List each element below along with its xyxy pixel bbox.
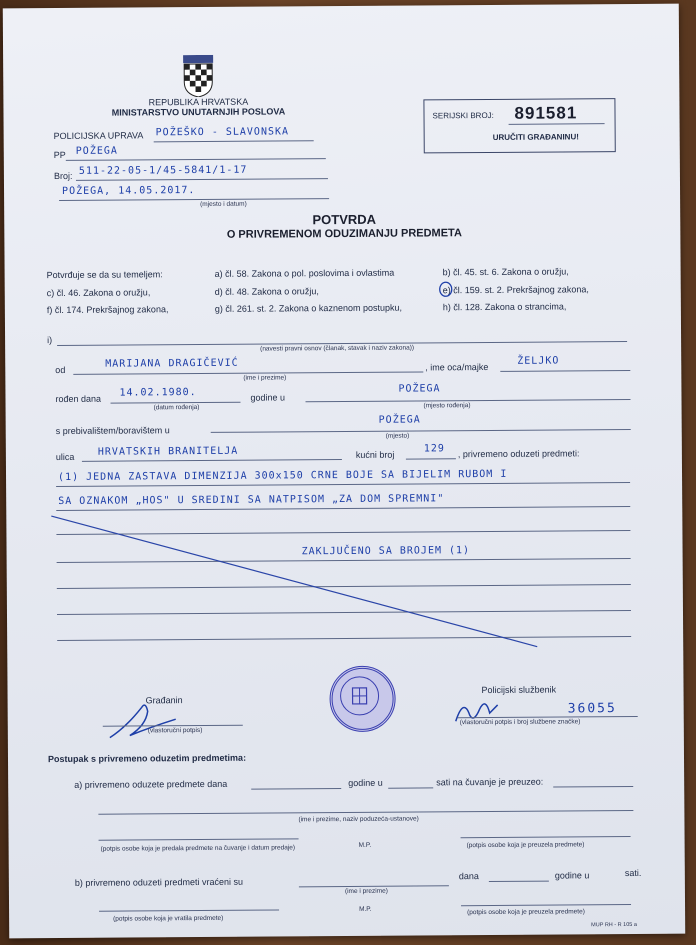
item-closing-note: ZAKLJUČENO SA BROJEM (1): [301, 545, 471, 558]
citizen-signature: [106, 697, 186, 744]
stamp-crest-icon: [332, 669, 386, 723]
serial-number-box: [423, 98, 615, 153]
basis-c: c) čl. 46. Zakona o oružju,: [46, 287, 151, 299]
officer-badge-number: 36055: [567, 701, 617, 717]
basis-a: a) čl. 58. Zakona o pol. poslovima i ovlastima: [214, 267, 395, 279]
procedure-b-dana: dana: [458, 871, 479, 882]
house-number-value: 129: [423, 443, 445, 455]
strike-through-line: [46, 505, 547, 658]
procedure-b-label: b) privremeno oduzeti predmeti vraćeni su: [74, 876, 243, 888]
basis-e: e) čl. 159. st. 2. Prekršajnog zakona,: [442, 284, 589, 296]
police-admin-label: POLICIJSKA UPRAVA: [53, 130, 144, 142]
basis-d: d) čl. 48. Zakona o oružju,: [214, 286, 319, 297]
place-date-value: POŽEGA, 14.05.2017.: [62, 185, 196, 197]
basis-i-caption: (navesti pravni osnov (članak, stavak i naziv zakona)): [260, 344, 415, 353]
procedure-a-caption: (ime i prezime, naziv poduzeća-ustanove): [298, 815, 419, 824]
item-line-1: (1) JEDNA ZASTAVA DIMENZIJA 300x150 CRNE BOJE SA BIJELIM RUBOM I: [57, 468, 508, 483]
procedure-a-mp: M.P.: [358, 841, 372, 849]
item-line-2: SA OZNAKOM „HOS" U SREDINI SA NATPISOM „ZA DOM SPREMNI": [58, 493, 445, 507]
od-label: od: [55, 364, 66, 376]
procedure-b-sig-left: (potpis osobe koja je vratila predmete): [113, 914, 224, 923]
police-admin-value: POŽEŠKO - SLAVONSKA: [155, 126, 290, 139]
procedure-a-sig-right: (potpis osobe koja je preuzela predmete): [466, 841, 585, 850]
pp-value: POŽEGA: [75, 145, 118, 157]
residence-label: s prebivalištem/boravištem u: [55, 425, 170, 437]
year-label: godine u: [250, 392, 286, 403]
residence-value: POŽEGA: [378, 414, 421, 426]
place-date-caption: (mjesto i datum): [200, 200, 247, 208]
procedure-b-godine: godine u: [554, 870, 590, 881]
father-label: , ime oca/majke: [425, 361, 489, 373]
official-stamp: [329, 666, 395, 732]
serial-note: URUČITI GRAĐANINU!: [492, 132, 579, 142]
serial-number: 891581: [514, 103, 578, 123]
basis-b: b) čl. 45. st. 6. Zakona o oružju,: [442, 266, 569, 278]
basis-h: h) čl. 128. Zakona o strancima,: [442, 301, 567, 313]
street-label: ulica: [55, 451, 75, 463]
procedure-a-sig-left: (potpis osobe koja je predala predmete na čuvanje i datum predaje): [100, 844, 296, 853]
father-value: ŽELJKO: [517, 355, 560, 367]
republic-label: REPUBLIKA HRVATSKA: [148, 96, 249, 108]
procedure-a-godine: godine u: [348, 777, 383, 788]
croatian-coat-of-arms-icon: [181, 55, 215, 97]
basis-e-circle-mark: [439, 281, 453, 297]
officer-signature-caption: (vlastoručni potpis i broj službene značke): [459, 718, 581, 727]
procedure-b-caption: (ime i prezime): [344, 887, 388, 896]
pp-label: PP: [53, 149, 66, 161]
street-value: HRVATSKIH BRANITELJA: [97, 445, 239, 458]
citizen-label: Građanin: [145, 695, 183, 706]
taken-items-label: , privremeno oduzeti predmeti:: [457, 448, 580, 460]
born-caption: (datum rođenja): [153, 404, 200, 412]
procedure-b-mp: M.P.: [359, 905, 372, 913]
serial-label: SERIJSKI BROJ:: [432, 110, 494, 121]
procedure-b-sati: sati.: [624, 867, 642, 879]
form-code: MUP RH - R 105 a: [591, 921, 637, 929]
house-number-label: kućni broj: [355, 449, 395, 460]
basis-intro: Potvrđuje se da su temeljem:: [46, 269, 163, 281]
birthplace-caption: (mjesto rođenja): [423, 402, 471, 410]
procedure-heading: Postupak s privremeno oduzetim predmetima:: [47, 752, 247, 765]
citizen-signature-caption: (vlastoručni potpis): [147, 726, 203, 735]
basis-g: g) čl. 261. st. 2. Zakona o kaznenom postupku,: [214, 302, 403, 314]
residence-caption: (mjesto): [385, 432, 410, 440]
procedure-a-sati: sati na čuvanje je preuzeo:: [436, 776, 544, 788]
basis-f: f) čl. 174. Prekršajnog zakona,: [46, 304, 169, 316]
basis-i-label: i): [47, 335, 53, 346]
broj-value: 511-22-05-1/45-5841/1-17: [78, 164, 248, 177]
born-label: rođen dana: [55, 393, 102, 405]
confiscation-receipt-document: [3, 4, 685, 939]
procedure-a-label: a) privremeno oduzete predmete dana: [74, 778, 228, 790]
name-caption: (ime i prezime): [243, 374, 287, 382]
born-value: 14.02.1980.: [119, 387, 197, 399]
document-title: POTVRDA: [312, 211, 377, 228]
procedure-b-sig-right: (potpis osobe koja je preuzela predmete): [467, 908, 585, 917]
ministry-label: MINISTARSTVO UNUTARNJIH POSLOVA: [111, 106, 286, 118]
document-subtitle: O PRIVREMENOM ODUZIMANJU PREDMETA: [226, 227, 462, 241]
officer-label: Policijski službenik: [481, 684, 557, 696]
name-value: MARIJANA DRAGIČEVIĆ: [105, 357, 239, 370]
broj-label: Broj:: [53, 170, 73, 182]
birthplace-value: POŽEGA: [398, 383, 441, 395]
